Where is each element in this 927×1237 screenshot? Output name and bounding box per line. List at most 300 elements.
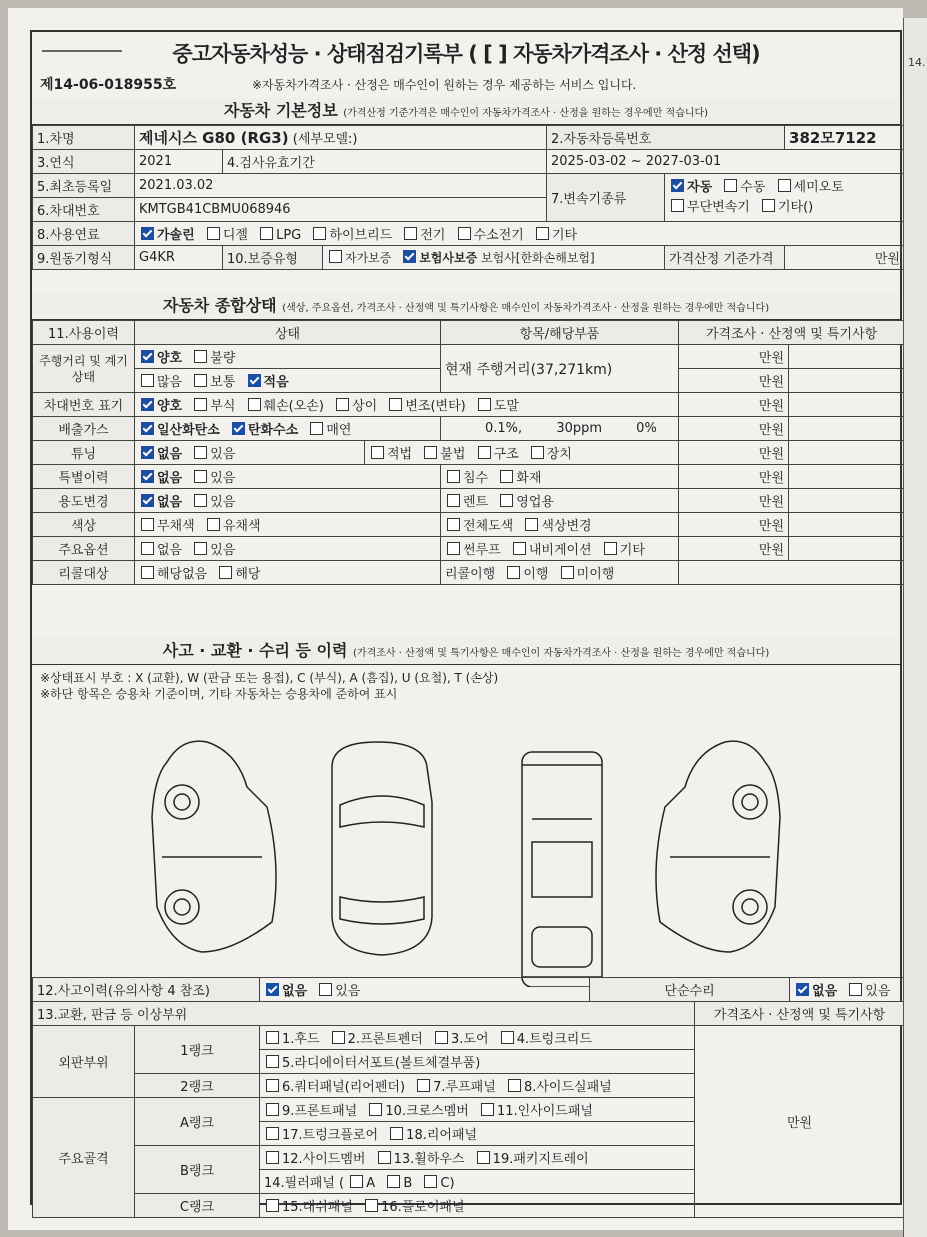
front-panel-checkbox[interactable] [266, 1103, 279, 1116]
options-navi-label: 내비게이션 [528, 543, 592, 558]
mileage-label: 주행거리 및 계기상태 [33, 345, 135, 393]
mileage-many-checkbox[interactable] [141, 374, 154, 387]
pillar-a-checkbox[interactable] [350, 1175, 363, 1188]
trunk-floor-checkbox[interactable] [266, 1127, 279, 1140]
trans-manual-label: 수동 [740, 179, 766, 195]
emission-co-checkbox[interactable] [141, 422, 154, 435]
left-front-wheel [165, 785, 199, 819]
trunk-lid-label: 4.트렁크리드 [516, 1032, 592, 1047]
tuning-device-label: 장치 [546, 447, 572, 462]
note-color [789, 513, 905, 537]
radiator-support-label: 5.라디에이터서포트(볼트체결부품) [282, 1056, 481, 1071]
price-color: 만원 [679, 513, 789, 537]
color-detail-options [441, 513, 679, 537]
tuning-label: 튜닝 [33, 441, 135, 465]
emission-label: 배출가스 [33, 417, 135, 441]
trans-other-label: 기타() [777, 199, 814, 215]
inspection-form [30, 30, 902, 1215]
rank1-row2 [260, 1050, 695, 1074]
mileage-good-label: 양호 [157, 351, 183, 366]
rankB-row1 [260, 1146, 695, 1170]
state-header: 상태 [135, 321, 441, 345]
adjacent-page-edge [903, 18, 927, 1237]
mileage-condition [135, 345, 441, 369]
cross-member-label: 10.크로스멤버 [385, 1104, 469, 1119]
side-member-label: 12.사이드멤버 [282, 1152, 366, 1167]
color-change-label: 색상변경 [541, 519, 592, 534]
basic-info-table [32, 125, 905, 270]
mileage-normal-checkbox[interactable] [194, 374, 207, 387]
tuning-exist-checkbox[interactable] [194, 446, 207, 459]
repair-exist-checkbox[interactable] [849, 983, 862, 996]
radiator-support-checkbox[interactable] [266, 1055, 279, 1068]
pillar-a-label: A [366, 1176, 376, 1191]
basic-section-title [32, 98, 900, 125]
options-sunroof-label: 썬루프 [463, 543, 501, 558]
color-full-paint-checkbox[interactable] [447, 518, 460, 531]
header-note: ※자동차가격조사 · 산정은 매수인이 원하는 경우 제공하는 서비스 입니다. [252, 78, 637, 92]
reg-number-value: 382모7122 [785, 126, 905, 150]
color-options [135, 513, 441, 537]
options-exist-label: 있음 [210, 543, 236, 558]
wheel-house-label: 13.휠하우스 [393, 1152, 465, 1167]
frame-trunk-floor [532, 927, 592, 967]
emission-smoke-checkbox[interactable] [310, 422, 323, 435]
accident-exist-label: 있음 [335, 984, 361, 999]
vin-mark-label: 차대번호 표기 [33, 393, 135, 417]
tuning-legal-checkbox[interactable] [371, 446, 384, 459]
fuel-hybrid-checkbox[interactable] [313, 227, 326, 240]
accident-none-label: 없음 [282, 984, 308, 999]
note-emission [789, 417, 905, 441]
pillar-c-checkbox[interactable] [424, 1175, 437, 1188]
frame-floor-panel [532, 842, 592, 897]
accident-history-options [260, 978, 590, 1002]
recall-label: 리콜대상 [33, 561, 135, 585]
fuel-hybrid-label: 하이브리드 [329, 228, 393, 243]
fuel-lpg-label: LPG [276, 228, 302, 243]
color-change-checkbox[interactable] [525, 518, 538, 531]
fuel-diesel-label: 디젤 [222, 228, 248, 243]
recall-na-checkbox[interactable] [141, 566, 154, 579]
note-options [789, 537, 905, 561]
note-mileage-2 [789, 369, 905, 393]
special-detail-options [441, 465, 679, 489]
vin-mark-options [135, 393, 679, 417]
basic-title-note: (가격산정 기준가격은 매수인이 자동차가격조사 · 산정을 원하는 경우에만 적습니다) [343, 108, 709, 119]
trans-cvt-label: 무단변속기 [687, 199, 750, 215]
mileage-amount [135, 369, 441, 393]
front-fender-label: 2.프론트펜더 [347, 1032, 423, 1047]
special-fire-label: 화재 [516, 471, 542, 486]
transmission-options [665, 174, 905, 222]
accident-title-note: (가격조사 · 산정액 및 특기사항은 매수인이 자동차가격조사 · 산정을 원하는 경우에만 적습니다) [353, 648, 770, 659]
form-title: 중고자동차성능 · 상태점검기록부 ( [ ] 자동차가격조사 · 산정 선택) [172, 42, 760, 66]
tuning-legal-label: 적법 [387, 447, 413, 462]
options-options [135, 537, 441, 561]
package-tray-label: 19.패키지트레이 [492, 1152, 589, 1167]
tuning-none-checkbox[interactable] [141, 446, 154, 459]
inside-panel-checkbox[interactable] [481, 1103, 494, 1116]
top-view-rear-window [340, 897, 424, 924]
accident-none-checkbox[interactable] [266, 983, 279, 996]
options-other-checkbox[interactable] [604, 542, 617, 555]
price-base-label: 가격산정 기준가격 [665, 246, 785, 270]
vin-good-checkbox[interactable] [141, 398, 154, 411]
options-sunroof-checkbox[interactable] [447, 542, 460, 555]
rankB-row2 [260, 1170, 695, 1194]
usage-rent-checkbox[interactable] [447, 494, 460, 507]
special-none-checkbox[interactable] [141, 470, 154, 483]
front-fender-checkbox[interactable] [332, 1031, 345, 1044]
note-mileage-1 [789, 345, 905, 369]
usage-rent-label: 렌트 [463, 495, 489, 510]
rear-panel-checkbox[interactable] [390, 1127, 403, 1140]
accident-history-table [32, 977, 905, 1218]
dash-panel-label: 15.대쉬패널 [282, 1200, 353, 1215]
usage-none-label: 없음 [157, 495, 183, 510]
quarter-panel-checkbox[interactable] [266, 1079, 279, 1092]
inspect-valid-value: 2025-03-02 ~ 2027-03-01 [547, 150, 905, 174]
special-fire-checkbox[interactable] [500, 470, 513, 483]
year-label: 3.연식 [33, 150, 135, 174]
right-front-hub [742, 794, 758, 810]
color-label: 색상 [33, 513, 135, 537]
engine-value: G4KR [135, 246, 223, 270]
vin-corrosion-label: 부식 [210, 399, 236, 414]
tuning-device-checkbox[interactable] [531, 446, 544, 459]
floor-panel-checkbox[interactable] [365, 1199, 378, 1212]
car-name-value: 제네시스 G80 (RG3) [139, 129, 289, 147]
accident-history-label: 12.사고이력(유의사항 4 참조) [33, 978, 260, 1002]
simple-repair-label: 단순수리 [590, 978, 790, 1002]
options-detail-options [441, 537, 679, 561]
floor-panel-label: 16.플로어패널 [381, 1200, 465, 1215]
inspect-valid-label: 4.검사유효기간 [223, 150, 547, 174]
inspection-sheet [8, 8, 903, 1230]
recall-done-yes-label: 이행 [523, 567, 549, 582]
special-none-label: 없음 [157, 471, 183, 486]
recall-done-label: 리콜이행 [445, 567, 496, 582]
vin-altered-label: 변조(변타) [405, 399, 466, 414]
special-flood-checkbox[interactable] [447, 470, 460, 483]
emission-values [441, 417, 679, 441]
trans-other-checkbox[interactable] [762, 199, 775, 212]
special-flood-label: 침수 [463, 471, 489, 486]
emission-options [135, 417, 441, 441]
side-sill-checkbox[interactable] [508, 1079, 521, 1092]
recall-done-checkbox[interactable] [507, 566, 520, 579]
package-tray-checkbox[interactable] [477, 1151, 490, 1164]
vin-altered-checkbox[interactable] [389, 398, 402, 411]
trans-manual-checkbox[interactable] [724, 179, 737, 192]
usage-business-label: 영업용 [516, 495, 554, 510]
rear-panel-label: 18.리어패널 [406, 1128, 478, 1143]
rank2-row [260, 1074, 695, 1098]
status-legend [40, 670, 498, 702]
accident-exist-checkbox[interactable] [319, 983, 332, 996]
fuel-h2-checkbox[interactable] [458, 227, 471, 240]
overall-section-title [32, 293, 900, 320]
recall-na-label: 해당없음 [157, 567, 208, 582]
right-rear-wheel [733, 890, 767, 924]
tuning-exist-label: 있음 [210, 447, 236, 462]
right-rear-hub [742, 899, 758, 915]
price-base-unit: 만원 [785, 246, 905, 270]
vin-value: KMTGB41CBMU068946 [135, 198, 547, 222]
usage-exist-checkbox[interactable] [194, 494, 207, 507]
usage-exist-label: 있음 [210, 495, 236, 510]
quarter-panel-label: 6.쿼터패널(리어펜더) [282, 1080, 406, 1095]
front-panel-label: 9.프론트패널 [282, 1104, 358, 1119]
status-legend-note: ※하단 항목은 승용차 기준이며, 기타 자동차는 승용차에 준하여 표시 [40, 687, 398, 701]
vin-damage-label: 훼손(오손) [263, 399, 324, 414]
note-vin [789, 393, 905, 417]
door-label: 3.도어 [451, 1032, 489, 1047]
price-special: 만원 [679, 465, 789, 489]
accident-section-title [32, 638, 900, 665]
document-number: 제14-06-018955호 [40, 77, 177, 93]
price-vin: 만원 [679, 393, 789, 417]
color-achromatic-checkbox[interactable] [141, 518, 154, 531]
fuel-gasoline-checkbox[interactable] [141, 227, 154, 240]
rank1-row1 [260, 1026, 695, 1050]
mileage-normal-label: 보통 [210, 375, 236, 390]
item-header: 항목/해당부품 [441, 321, 679, 345]
dash-panel-checkbox[interactable] [266, 1199, 279, 1212]
fuel-other-label: 기타 [551, 228, 578, 243]
car-damage-diagram [32, 707, 900, 987]
year-value: 2021 [135, 150, 223, 174]
rankA-row1 [260, 1098, 695, 1122]
top-view-car-outline [332, 742, 432, 955]
mileage-bad-checkbox[interactable] [194, 350, 207, 363]
tuning-options [135, 441, 365, 465]
rank2-label: 2랭크 [135, 1074, 260, 1098]
car-diagram-svg [32, 707, 900, 987]
parts-price-header: 가격조사 · 산정액 및 특기사항 [695, 1002, 905, 1026]
adjacent-page-label: 14. [908, 56, 926, 69]
mileage-few-label: 적음 [263, 375, 289, 390]
note-special [789, 465, 905, 489]
repair-none-checkbox[interactable] [796, 983, 809, 996]
note-usage [789, 489, 905, 513]
price-mileage-2: 만원 [679, 369, 789, 393]
tuning-illegal-label: 불법 [440, 447, 466, 462]
fuel-options [135, 222, 905, 246]
transmission-label: 7.변속기종류 [547, 174, 665, 222]
options-navi-checkbox[interactable] [513, 542, 526, 555]
pillar-b-label: B [403, 1176, 413, 1191]
vin-damage-checkbox[interactable] [248, 398, 261, 411]
trunk-lid-checkbox[interactable] [501, 1031, 514, 1044]
trans-cvt-checkbox[interactable] [671, 199, 684, 212]
price-header: 가격조사 · 산정액 및 특기사항 [679, 321, 905, 345]
mileage-many-label: 많음 [157, 375, 183, 390]
repair-none-label: 없음 [812, 984, 838, 999]
emission-smoke-value: 0% [636, 421, 657, 436]
tuning-illegal-checkbox[interactable] [424, 446, 437, 459]
form-header [32, 32, 900, 100]
trans-auto-checkbox[interactable] [671, 179, 684, 192]
usage-none-checkbox[interactable] [141, 494, 154, 507]
warranty-label: 10.보증유형 [223, 246, 323, 270]
basic-title-text: 자동차 기본정보 [223, 101, 338, 120]
door-checkbox[interactable] [435, 1031, 448, 1044]
special-exist-checkbox[interactable] [194, 470, 207, 483]
usage-detail-options [441, 489, 679, 513]
roof-panel-label: 7.루프패널 [433, 1080, 496, 1095]
mileage-value: 현재 주행거리(37,271km) [441, 345, 679, 393]
price-mileage-1: 만원 [679, 345, 789, 369]
emission-hc-checkbox[interactable] [232, 422, 245, 435]
warranty-insurer-label: 보험사보증 [419, 251, 478, 265]
rankA-row2 [260, 1122, 695, 1146]
note-tuning [789, 441, 905, 465]
color-chromatic-checkbox[interactable] [207, 518, 220, 531]
fuel-lpg-checkbox[interactable] [260, 227, 273, 240]
pillar-c-label: C) [440, 1176, 455, 1191]
price-usage: 만원 [679, 489, 789, 513]
emission-co-value: 0.1%, [485, 421, 523, 436]
recall-done-options [441, 561, 679, 585]
pillar-panel-label: 14.필러패널 ( [264, 1176, 345, 1191]
special-exist-label: 있음 [210, 471, 236, 486]
price-tuning: 만원 [679, 441, 789, 465]
fuel-h2-label: 수소전기 [473, 228, 524, 243]
vin-corrosion-checkbox[interactable] [194, 398, 207, 411]
rankC-label: C랭크 [135, 1194, 260, 1218]
trans-semi-label: 세미오토 [793, 179, 844, 195]
side-member-checkbox[interactable] [266, 1151, 279, 1164]
right-front-wheel [733, 785, 767, 819]
overall-title-note: (색상, 주요옵션, 가격조사 · 산정액 및 특기사항은 매수인이 자동차가격조사 · 산정을 원하는 경우에만 적습니다) [282, 303, 770, 314]
options-none-checkbox[interactable] [141, 542, 154, 555]
hood-label: 1.후드 [282, 1032, 320, 1047]
special-options [135, 465, 441, 489]
engine-label: 9.원동기형식 [33, 246, 135, 270]
accident-title-text: 사고 · 교환 · 수리 등 이력 [162, 641, 348, 660]
options-none-label: 없음 [157, 543, 183, 558]
emission-co-label: 일산화탄소 [157, 423, 220, 438]
emission-hc-value: 30ppm [556, 421, 603, 436]
car-name-label: 1.차명 [33, 126, 135, 150]
rank1-label: 1랭크 [135, 1026, 260, 1074]
fuel-diesel-checkbox[interactable] [207, 227, 220, 240]
vin-mismatch-label: 상이 [352, 399, 378, 414]
emission-smoke-label: 매연 [326, 423, 352, 438]
rankC-row [260, 1194, 695, 1218]
tuning-none-label: 없음 [157, 447, 183, 462]
recall-applicable-checkbox[interactable] [219, 566, 232, 579]
top-view-windshield [340, 796, 424, 827]
sub-model: (세부모델:) [292, 132, 358, 147]
rankA-label: A랭크 [135, 1098, 260, 1146]
parts-price-cell: 만원 [695, 1026, 905, 1218]
tuning-detail-options [365, 441, 679, 465]
warranty-self-label: 자가보증 [345, 251, 392, 265]
price-options: 만원 [679, 537, 789, 561]
frame-view-outline [522, 752, 602, 987]
left-front-hub [174, 794, 190, 810]
options-label: 주요옵션 [33, 537, 135, 561]
left-rear-hub [174, 899, 190, 915]
usage-business-checkbox[interactable] [500, 494, 513, 507]
recall-notdone-checkbox[interactable] [561, 566, 574, 579]
first-reg-label: 5.최초등록일 [33, 174, 135, 198]
overall-condition-table [32, 320, 905, 585]
inside-panel-label: 11.인사이드패널 [496, 1104, 593, 1119]
repair-exist-label: 있음 [865, 984, 891, 999]
recall-notdone-label: 미이행 [576, 567, 615, 582]
warranty-insurer-detail: 보험사[한화손해보험] [481, 251, 595, 265]
vin-mismatch-checkbox[interactable] [336, 398, 349, 411]
warranty-self-checkbox[interactable] [329, 250, 342, 263]
color-achromatic-label: 무채색 [157, 519, 195, 534]
car-name-cell [135, 126, 547, 150]
options-other-label: 기타 [619, 543, 645, 558]
warranty-insurer-checkbox[interactable] [403, 250, 416, 263]
mileage-few-checkbox[interactable] [248, 374, 261, 387]
usage-history-header: 11.사용이력 [33, 321, 135, 345]
mileage-bad-label: 불량 [210, 351, 236, 366]
vin-stolen-checkbox[interactable] [478, 398, 491, 411]
recall-applicable-label: 해당 [235, 567, 261, 582]
reg-number-label: 2.자동차등록번호 [547, 126, 785, 150]
outer-panel-label: 외판부위 [33, 1026, 135, 1098]
trans-auto-label: 자동 [687, 179, 713, 195]
main-frame-label: 주요골격 [33, 1098, 135, 1218]
vin-stolen-label: 도말 [493, 399, 519, 414]
fuel-label: 8.사용연료 [33, 222, 135, 246]
color-full-paint-label: 전체도색 [463, 519, 514, 534]
warranty-options [323, 246, 665, 270]
roof-panel-checkbox[interactable] [417, 1079, 430, 1092]
pillar-b-checkbox[interactable] [387, 1175, 400, 1188]
parts-label: 13.교환, 판금 등 이상부위 [33, 1002, 695, 1026]
fuel-other-checkbox[interactable] [536, 227, 549, 240]
price-emission: 만원 [679, 417, 789, 441]
left-rear-wheel [165, 890, 199, 924]
vin-label: 6.차대번호 [33, 198, 135, 222]
mileage-good-checkbox[interactable] [141, 350, 154, 363]
vin-good-label: 양호 [157, 399, 183, 414]
color-chromatic-label: 유채색 [222, 519, 261, 534]
hood-checkbox[interactable] [266, 1031, 279, 1044]
trunk-floor-label: 17.트렁크플로어 [282, 1128, 379, 1143]
status-legend-codes: ※상태표시 부호 : X (교환), W (판금 또는 용접), C (부식), A (흠집), U (요철), T (손상) [40, 671, 499, 685]
usage-change-label: 용도변경 [33, 489, 135, 513]
fuel-ev-label: 전기 [420, 228, 446, 243]
tuning-structure-label: 구조 [493, 447, 519, 462]
first-reg-value: 2021.03.02 [135, 174, 547, 198]
special-history-label: 특별이력 [33, 465, 135, 489]
wheel-house-checkbox[interactable] [378, 1151, 391, 1164]
side-sill-label: 8.사이드실패널 [523, 1080, 612, 1095]
recall-price-cell [679, 561, 905, 585]
rankB-label: B랭크 [135, 1146, 260, 1194]
fuel-gasoline-label: 가솔린 [157, 228, 195, 243]
cross-member-checkbox[interactable] [369, 1103, 382, 1116]
usage-change-options [135, 489, 441, 513]
recall-options [135, 561, 441, 585]
simple-repair-options [790, 978, 905, 1002]
options-exist-checkbox[interactable] [194, 542, 207, 555]
trans-semi-checkbox[interactable] [778, 179, 791, 192]
fuel-ev-checkbox[interactable] [404, 227, 417, 240]
tuning-structure-checkbox[interactable] [478, 446, 491, 459]
emission-hc-label: 탄화수소 [247, 423, 299, 438]
